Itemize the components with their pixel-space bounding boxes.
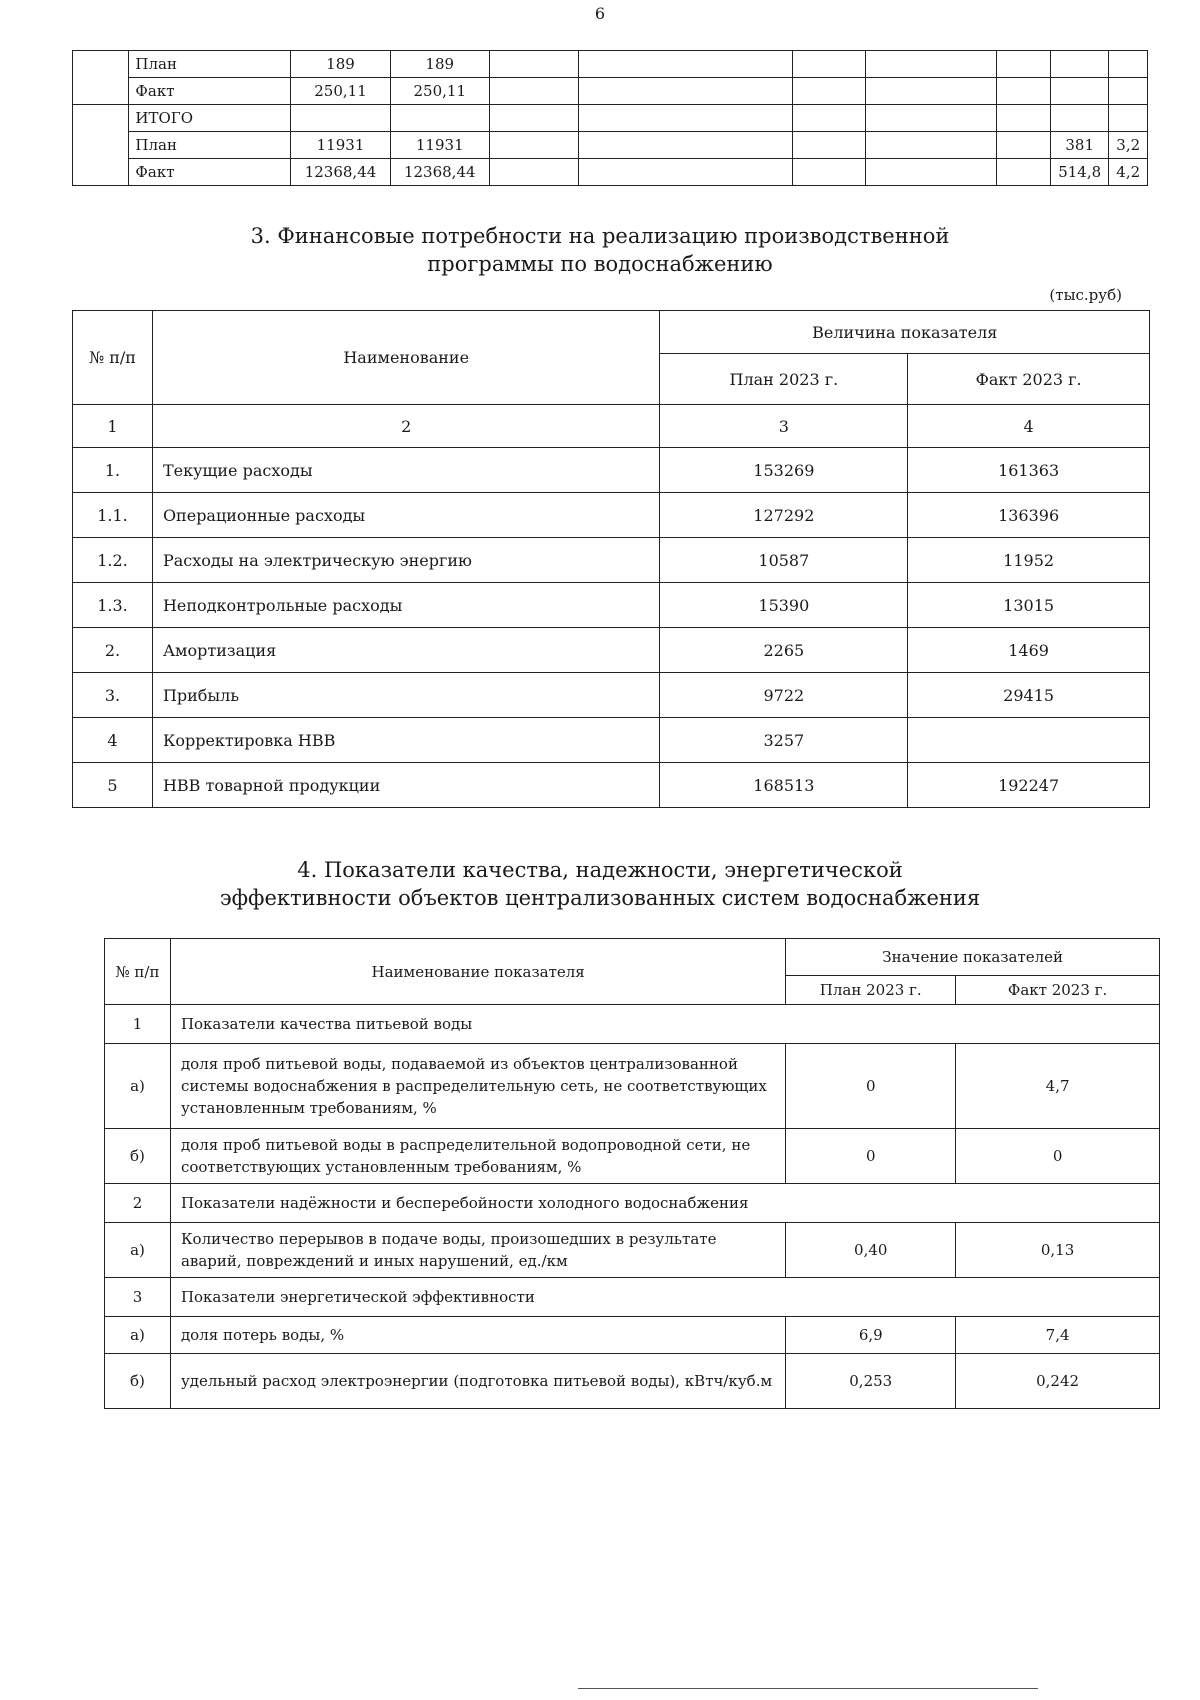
row-label: План [129,132,291,159]
finance-table [72,310,1150,808]
table-row: План 189 189 [73,51,1148,78]
footer-divider [578,1688,1038,1689]
table-row: 1. Текущие расходы 153269 161363 [73,448,1150,493]
section-row: 1 Показатели качества питьевой воды [105,1005,1160,1044]
row-label: Факт [129,159,291,186]
table-header-row [73,311,1150,354]
table-row: 5 НВВ товарной продукции 168513 192247 [73,763,1150,808]
table-row: План 11931 11931 381 3,2 [73,132,1148,159]
header-name: Наименование [152,311,660,405]
page-number: 6 [594,4,606,23]
top-summary-table [72,50,1148,186]
table-row: а) Количество перерывов в подаче воды, произошедших в результате аварий, повреждений и иных нарушений, ед./км 0,40 0,13 [105,1223,1160,1278]
table-row: 4 Корректировка НВВ 3257 [73,718,1150,763]
header-fact: Факт 2023 г. [956,976,1160,1005]
table-header-row [105,939,1160,976]
section-row: 2 Показатели надёжности и бесперебойности холодного водоснабжения [105,1184,1160,1223]
table-row: 1.2. Расходы на электрическую энергию 10587 11952 [73,538,1150,583]
row-label: Факт [129,78,291,105]
table-row: а) доля проб питьевой воды, подаваемой из объектов централизованной системы водоснабжения в распределительную сеть, не соответствующих установленным требованиям, % 0 4,7 [105,1044,1160,1129]
units-label: (тыс.руб) [1049,286,1122,304]
table-row: а) доля потерь воды, % 6,9 7,4 [105,1317,1160,1354]
table-row: 2. Амортизация 2265 1469 [73,628,1150,673]
row-label: ИТОГО [129,105,291,132]
section4-title: 4. Показатели качества, надежности, энергетической эффективности объектов централизованных систем водоснабжения [219,858,981,910]
table-row: 1.1. Операционные расходы 127292 136396 [73,493,1150,538]
table-row: Факт 250,11 250,11 [73,78,1148,105]
header-plan: План 2023 г. [786,976,956,1005]
table-row: 3. Прибыль 9722 29415 [73,673,1150,718]
row-label: План [129,51,291,78]
section3-title: 3. Финансовые потребности на реализацию производственной программы по водоснабжению [250,224,950,276]
column-numbers-row: 1 2 3 4 [73,405,1150,448]
header-num: № п/п [105,939,171,1005]
section-row: 3 Показатели энергетической эффективности [105,1278,1160,1317]
header-fact: Факт 2023 г. [908,354,1150,405]
quality-table [104,938,1160,1409]
header-value: Величина показателя [660,311,1150,354]
table-row: б) доля проб питьевой воды в распределительной водопроводной сети, не соответствующих установленным требованиям, % 0 0 [105,1129,1160,1184]
header-plan: План 2023 г. [660,354,908,405]
header-num: № п/п [73,311,153,405]
header-name: Наименование показателя [170,939,785,1005]
table-row: 1.3. Неподконтрольные расходы 15390 13015 [73,583,1150,628]
table-row: Факт 12368,44 12368,44 514,8 4,2 [73,159,1148,186]
header-value: Значение показателей [786,939,1160,976]
table-row: б) удельный расход электроэнергии (подготовка питьевой воды), кВтч/куб.м 0,253 0,242 [105,1354,1160,1409]
table-row [73,105,1148,132]
